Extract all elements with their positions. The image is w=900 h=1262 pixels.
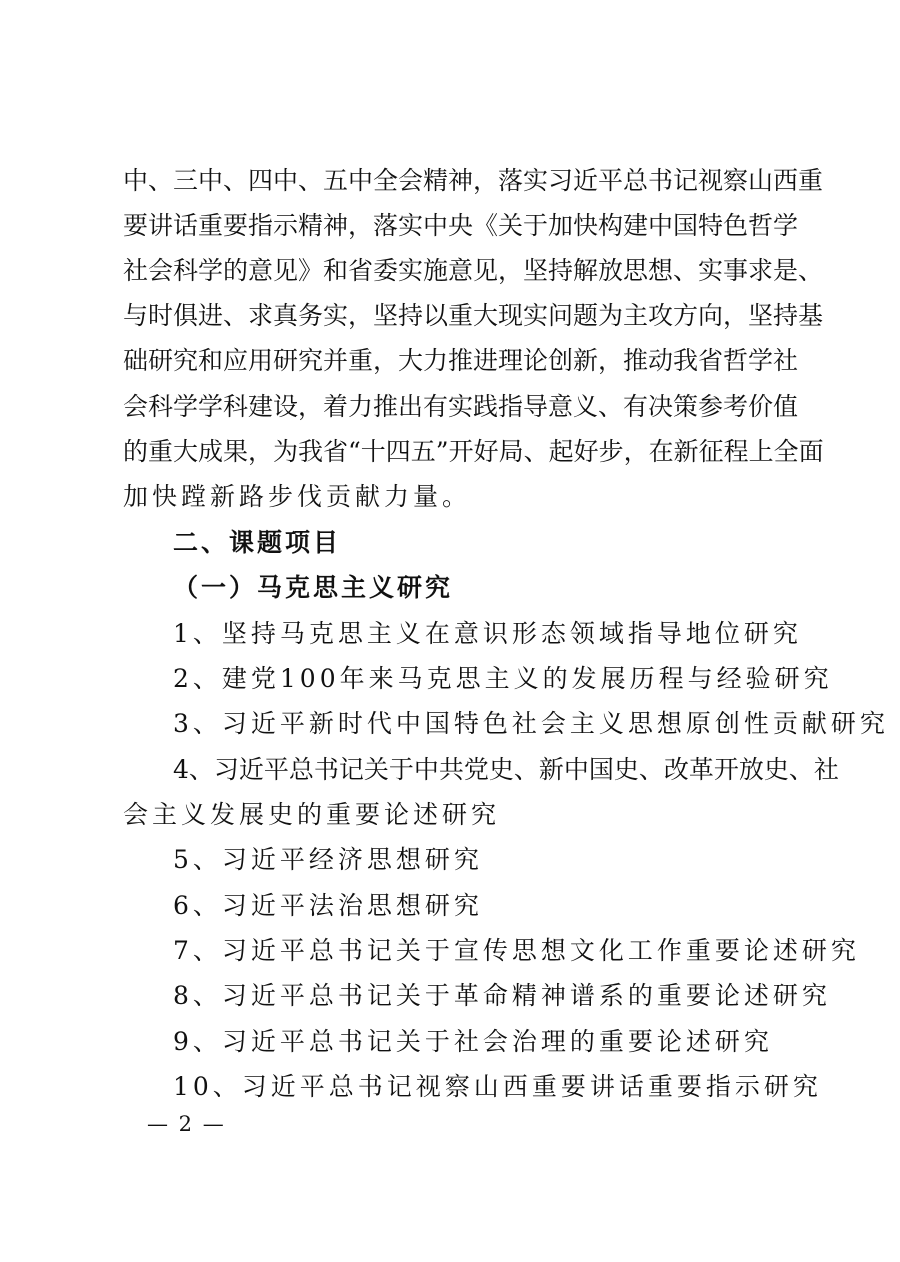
paragraph-line: 要讲话重要指示精神，落实中央《关于加快构建中国特色哲学 bbox=[123, 211, 799, 240]
paragraph-line: 的重大成果，为我省“十四五”开好局、起好步，在新征程上全面 bbox=[123, 437, 824, 466]
topic-item: 5、习近平经济思想研究 bbox=[173, 845, 483, 874]
section-heading: 二、课题项目 bbox=[173, 528, 342, 557]
topic-item: 7、习近平总书记关于宣传思想文化工作重要论述研究 bbox=[173, 936, 860, 965]
topic-item: 9、习近平总书记关于社会治理的重要论述研究 bbox=[173, 1027, 773, 1056]
paragraph-line: 中、三中、四中、五中全会精神，落实习近平总书记视察山西重 bbox=[123, 166, 824, 195]
paragraph-line: 加快蹚新路步伐贡献力量。 bbox=[123, 482, 472, 511]
paragraph-line: 会科学学科建设，着力推出有实践指导意义、有决策参考价值 bbox=[123, 392, 799, 421]
paragraph-line: 础研究和应用研究并重，大力推进理论创新，推动我省哲学社 bbox=[123, 346, 799, 375]
paragraph-line: 社会科学的意见》和省委实施意见，坚持解放思想、实事求是、 bbox=[123, 256, 824, 285]
topic-item: 4、习近平总书记关于中共党史、新中国史、改革开放史、社 bbox=[173, 755, 839, 784]
topic-item: 1、坚持马克思主义在意识形态领域指导地位研究 bbox=[173, 619, 802, 648]
paragraph-line: 与时俱进、求真务实，坚持以重大现实问题为主攻方向，坚持基 bbox=[123, 301, 824, 330]
topic-item: 8、习近平总书记关于革命精神谱系的重要论述研究 bbox=[173, 981, 831, 1010]
topic-item-continuation: 会主义发展史的重要论述研究 bbox=[123, 800, 501, 829]
topic-item: 3、习近平新时代中国特色社会主义思想原创性贡献研究 bbox=[173, 709, 889, 738]
topic-item: 10、习近平总书记视察山西重要讲话重要指示研究 bbox=[173, 1072, 822, 1101]
page-number: — 2 — bbox=[147, 1112, 226, 1136]
subsection-heading: （一）马克思主义研究 bbox=[173, 573, 454, 602]
topic-item: 6、习近平法治思想研究 bbox=[173, 891, 483, 920]
topic-item: 2、建党100年来马克思主义的发展历程与经验研究 bbox=[173, 664, 833, 693]
